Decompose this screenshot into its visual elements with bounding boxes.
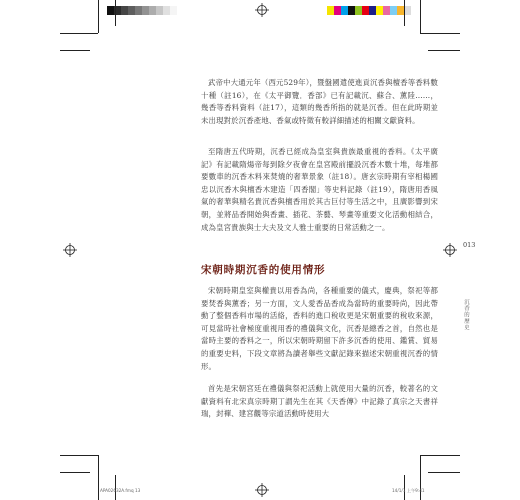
color-swatch — [163, 6, 170, 15]
color-swatch — [107, 6, 114, 15]
color-swatch — [149, 6, 156, 15]
color-swatch — [170, 6, 177, 15]
slug-right: 14/1/1 上午9:41 — [392, 488, 425, 493]
crop-mark — [98, 0, 99, 33]
crop-mark — [115, 0, 116, 26]
registration-target-icon — [443, 243, 457, 257]
color-swatch — [362, 6, 369, 15]
gray-registration-bar — [107, 6, 184, 15]
color-registration-bar — [327, 6, 411, 15]
color-swatch — [397, 6, 404, 15]
registration-target-icon — [255, 483, 269, 497]
crop-mark — [428, 50, 460, 51]
color-swatch — [404, 6, 411, 15]
color-swatch — [348, 6, 355, 15]
crop-mark — [60, 33, 98, 34]
color-swatch — [383, 6, 390, 15]
color-swatch — [376, 6, 383, 15]
color-swatch — [177, 6, 184, 15]
running-head: 沉香的歷史 — [463, 299, 469, 331]
body-paragraph: 武帝中大通元年（西元529年），暨盤國遣使進貢沉香與檀香等香料數十種（註16），在《太平御覽．香部》已有記載沉、蘇合、薰陸……，幾香等香料資料（註17），這類的幾香所指的就是沉香。但在此時期並未出現對於沉香產地、香氣或特徵有較詳細描述的相關文獻資料。 — [201, 78, 438, 125]
crop-mark — [98, 455, 99, 500]
color-swatch — [327, 6, 334, 15]
section-heading: 宋朝時期沉香的使用情形 — [201, 264, 326, 276]
page-number: 013 — [463, 241, 476, 249]
color-swatch — [355, 6, 362, 15]
body-paragraph: 宋朝時期皇室與權貴以用香為尚，各種重要的儀式，慶典，祭祀等都要焚香與薰香；另一方面，文人愛香品香成為當時的重要時尚，因此帶動了整個香料市場的活絡，香料的進口稅收更是宋朝重要的稅收來源，可見當時社會極度重視用香的禮儀與文化，沉香是總香之首，自然也是當時主要的香料之一，所以宋朝時期留下許多沉香的使用、鑑賞、貿易的重要史料，下段文章將為讀者舉些文獻記錄來描述宋朝重視沉香的情形。 — [201, 286, 438, 371]
color-swatch — [334, 6, 341, 15]
crop-mark — [420, 33, 460, 34]
body-paragraph: 首先是宋朝宮廷在禮儀與祭祀活動上就使用大量的沉香，較著名的文獻資料有北宋真宗時期丁謂先生在其《天香傳》中記錄了真宗之天書祥瑞，封禪、建宮觀等宗道活動時使用大 — [201, 384, 438, 419]
crop-mark — [420, 455, 460, 456]
registration-target-icon — [63, 243, 77, 257]
crop-mark — [404, 0, 405, 26]
color-swatch — [390, 6, 397, 15]
crop-mark — [428, 472, 460, 473]
crop-mark — [60, 472, 90, 473]
color-swatch — [135, 6, 142, 15]
color-swatch — [156, 6, 163, 15]
crop-mark — [60, 50, 90, 51]
body-paragraph: 至隋唐五代時期，沉香已經成為皇室與貴族最重視的香料。《太平廣記》有記載隋煬帝每到除夕夜會在皇宮殿前擺設沉香木數十堆，每堆都要數車的沉香木料來焚燒的奢華景象（註18）。唐玄宗時期有宰相楊國忠以沉香木與檀香木建造「四香閣」等史料記錄（註19），隋唐用香風氣的奢華與精名貴沉香與檀香用於其古巨付等生活之中，且廣影響到宋朝，並將品香開始與香畫、插花、茶藝、琴畫等重要文化活動相結合，成為皇宮貴族與士大夫及文人雅士重要的日常活動之一。 — [201, 147, 438, 232]
crop-mark — [420, 0, 421, 33]
color-swatch — [369, 6, 376, 15]
registration-target-icon — [255, 3, 269, 17]
color-swatch — [128, 6, 135, 15]
slug-left: APA02632A.fmq 13 — [100, 488, 141, 493]
color-swatch — [142, 6, 149, 15]
color-swatch — [341, 6, 348, 15]
color-swatch — [121, 6, 128, 15]
crop-mark — [60, 455, 98, 456]
